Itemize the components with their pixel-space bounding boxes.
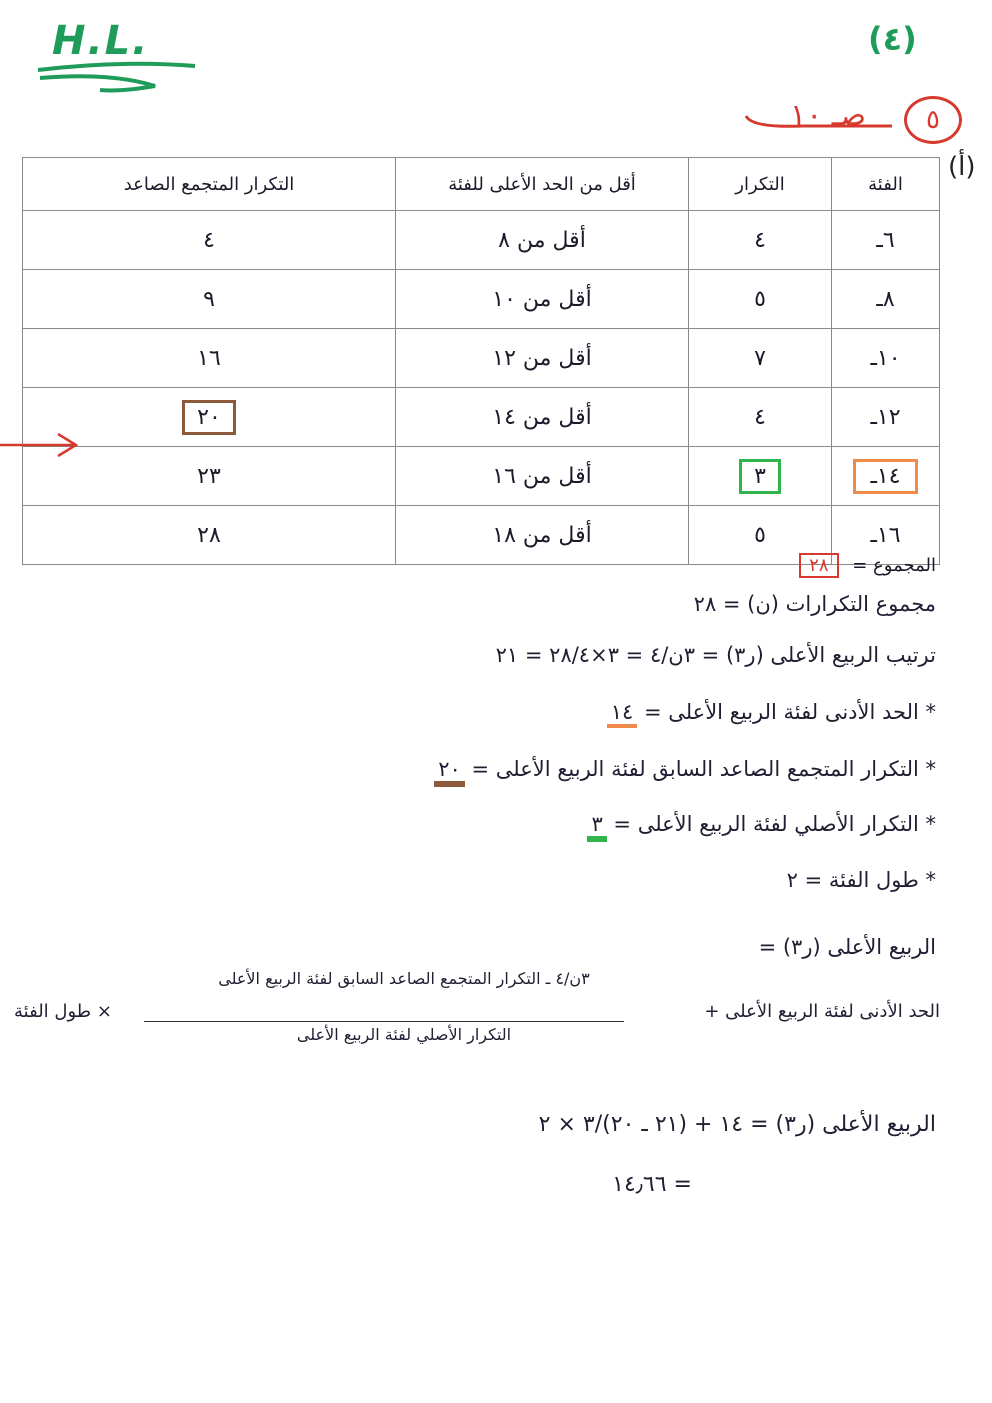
formula-denominator: التكرار الأصلي لفئة الربيع الأعلى [296,1025,512,1044]
cumulative-preceding-box: ٢٠ [182,400,236,435]
upper-quartile-heading: الربيع الأعلى (ر٣) = [758,935,936,959]
class-width-line: * طول الفئة = ٢ [786,868,936,892]
cell-cumulative: ٤ [23,211,396,270]
sum-frequencies-line: مجموع التكرارات (ن) = ٢٨ [693,592,936,616]
cell-class: ٨ـ [832,270,940,329]
cell-less-than: أقل من ٨ [396,211,689,270]
exercise-number-circle: ٥ [904,96,962,144]
table-row-quartile-class [23,447,940,506]
cumulative-preceding-label: * التكرار المتجمع الصاعد السابق لفئة الربيع الأعلى = [471,757,936,781]
exercise-underline-icon [742,112,902,134]
author-initials: H.L. [52,18,150,64]
cell-cumulative: ٢٣ [23,447,396,506]
page-number: (٤) [868,20,917,58]
original-frequency-label: * التكرار الأصلي لفئة الربيع الأعلى = [613,812,936,836]
initials-underline-icon [30,58,200,98]
cell-frequency: ٥ [689,270,832,329]
header-frequency: التكرار [689,158,832,211]
cell-frequency: ٤ [689,388,832,447]
header-class: الفئة [832,158,940,211]
quartile-frequency-box: ٣ [739,459,781,494]
lower-bound-label: * الحد الأدنى لفئة الربيع الأعلى = [643,700,936,724]
table-row [23,329,940,388]
original-frequency-value: ٣ [587,812,606,842]
cell-class: ١٦ـ [832,506,940,565]
cell-frequency [689,447,832,506]
substitution-line: الربيع الأعلى (ر٣) = ١٤ + (٢١ ـ ٢٠)/٣ × ٢ [538,1112,936,1137]
formula-suffix: × طول الفئة [14,1001,112,1022]
cell-less-than: أقل من ١٢ [396,329,689,388]
header-less-than: أقل من الحد الأعلى للفئة [396,158,689,211]
cell-class: ١٠ـ [832,329,940,388]
cell-cumulative: ١٦ [23,329,396,388]
original-frequency-line [587,812,936,836]
lower-bound-value: ١٤ [607,700,638,728]
formula-prefix: الحد الأدنى لفئة الربيع الأعلى + [704,1001,940,1022]
lower-bound-line [607,700,936,724]
cell-class: ٦ـ [832,211,940,270]
cumulative-preceding-value: ٢٠ [434,757,465,787]
exercise-reference: صـ ١٠ [790,98,867,133]
header-cumulative: التكرار المتجمع الصاعد [23,158,396,211]
cell-frequency: ٥ [689,506,832,565]
total-row [799,553,936,578]
part-label: (أ) [948,152,976,182]
cell-cumulative: ٩ [23,270,396,329]
total-label: المجموع = [852,555,936,576]
cell-cumulative: ٢٨ [23,506,396,565]
arrow-right-icon [0,430,80,460]
cell-less-than: أقل من ١٠ [396,270,689,329]
quartile-class-box: ١٤ـ [853,459,917,494]
final-result: = ١٤٫٦٦ [612,1172,692,1197]
formula-fraction-bar [144,1021,624,1022]
table-row [23,270,940,329]
frequency-table [22,157,940,565]
formula-numerator: ٣ن/٤ ـ التكرار المتجمع الصاعد السابق لفئة الربيع الأعلى [218,969,590,988]
quartile-formula [14,965,954,1045]
cell-less-than: أقل من ١٦ [396,447,689,506]
table-header-row [23,158,940,211]
cell-class: ١٢ـ [832,388,940,447]
cell-frequency: ٧ [689,329,832,388]
cumulative-preceding-line [434,757,936,781]
total-value: ٢٨ [799,553,838,578]
quartile-rank-line: ترتيب الربيع الأعلى (ر٣) = ٣ن/٤ = ٣×٢٨/٤ = ٢١ [495,643,936,667]
cell-less-than: أقل من ١٤ [396,388,689,447]
table-row [23,211,940,270]
cell-frequency: ٤ [689,211,832,270]
cell-class [832,447,940,506]
cell-less-than: أقل من ١٨ [396,506,689,565]
table-row [23,388,940,447]
